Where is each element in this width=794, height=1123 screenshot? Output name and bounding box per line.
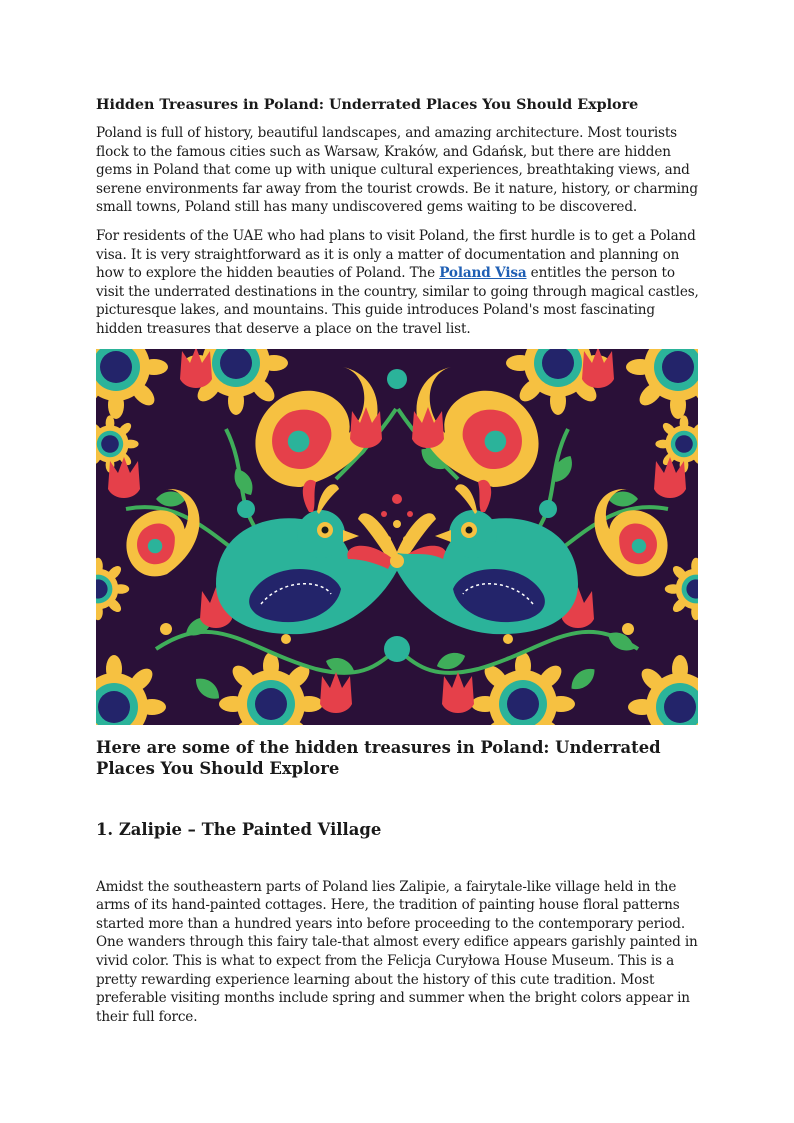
visa-paragraph-text-end: entitles the person to visit the underrated destinations in the country, similar to going through magical castles, picturesque lakes, and mountains. This guide introduces Poland's most fascinating hidden treasures that deserve a place on the travel list. [96, 265, 699, 337]
place-1-paragraph: Amidst the southeastern parts of Poland lies Zalipie, a fairytale-like village held in the arms of its hand-painted cottages. Here, the tradition of painting house floral patterns started more than a hundred years into before proceeding to the contemporary period. One wanders through this fairy tale-that almost every edifice appears garishly painted in vivid color. This is what to expect from the Felicja Curyłowa House Museum. This is a pretty rewarding experience learning about the history of this cute tradition. Most preferable visiting months include spring and summer when the bright colors appear in their full force. [96, 878, 698, 1025]
document-page [96, 95, 700, 1036]
document-title: Hidden Treasures in Poland: Underrated Places You Should Explore [96, 97, 639, 113]
visa-paragraph [96, 227, 700, 339]
polish-folk-art-illustration [96, 349, 698, 725]
poland-visa-link[interactable]: Poland Visa [439, 265, 527, 282]
place-1-heading: 1. Zalipie – The Painted Village [96, 819, 382, 839]
section-heading: Here are some of the hidden treasures in Poland: Underrated Places You Should Explore [96, 737, 661, 778]
intro-paragraph: Poland is full of history, beautiful landscapes, and amazing architecture. Most tourists flock to the famous cities such as Warsaw, Kraków, and Gdańsk, but there are hidden gems in Poland that come up with unique cultural experiences, breathtaking views, and serene environments far away from the tourist crowds. Be it nature, history, or charming small towns, Poland still has many undiscovered gems waiting to be discovered. [96, 125, 698, 216]
visa-paragraph-text-start: For residents of the UAE who had plans to visit Poland, the first hurdle is to get a Poland visa. It is very straightforward as it is only a matter of documentation and planning on how to explore the hidden beauties of Poland. The [96, 227, 696, 282]
